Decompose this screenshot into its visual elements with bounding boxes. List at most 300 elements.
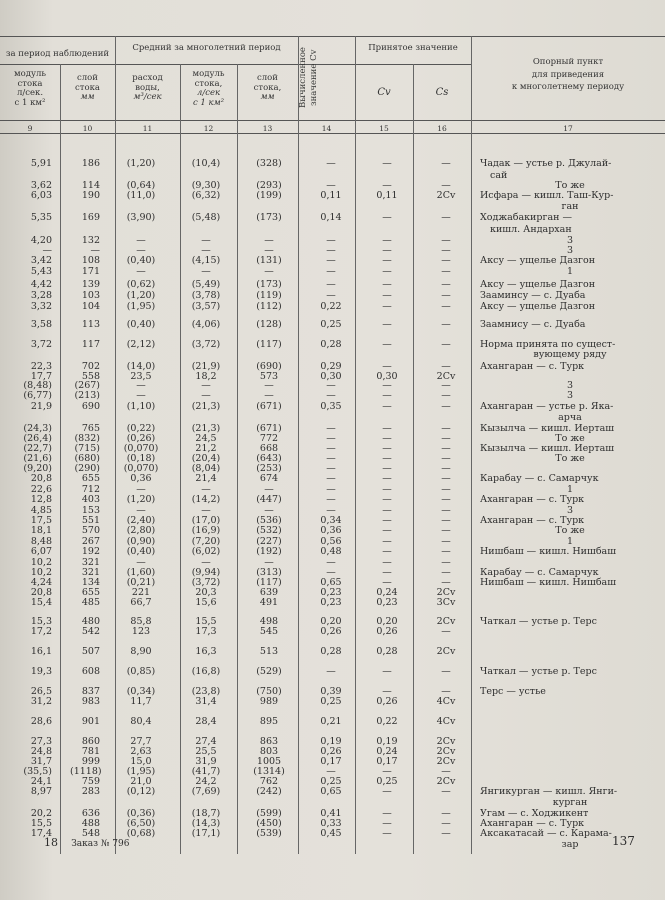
cell-cv-computed: —: [326, 494, 336, 505]
cell-discharge-mean: 8,90: [130, 646, 152, 657]
cell-cv-computed: —: [326, 423, 336, 434]
cell-modulus-mean: 20,3: [195, 587, 217, 598]
cell-cv-computed: 0,21: [320, 716, 342, 727]
cell-reference-point: Нишбаш — кишл. Нишбаш: [480, 577, 617, 588]
cell-modulus-obs: (6,77): [23, 390, 52, 401]
cell-modulus-obs: 5,43: [30, 266, 52, 277]
cell-reference-point: Норма принята по сущест-: [480, 339, 616, 350]
cell-modulus-obs: 31,7: [30, 756, 52, 767]
cell-cv-accepted: —: [382, 235, 392, 246]
cell-cv-accepted: —: [382, 536, 392, 547]
cell-cs-accepted: —: [441, 567, 451, 578]
cell-modulus-obs: (35,5): [23, 766, 52, 777]
cell-depth-obs: 267: [81, 536, 100, 547]
cell-modulus-mean: (21,3): [191, 401, 221, 412]
cell-depth-mean: (450): [256, 818, 282, 829]
cell-reference-point: курган: [552, 797, 588, 808]
cell-reference-point: вующему ряду: [533, 349, 607, 360]
cell-cv-accepted: —: [382, 380, 392, 391]
cell-cs-accepted: —: [441, 473, 451, 484]
cell-cv-computed: 0,35: [320, 401, 342, 412]
table-row: [8, 597, 660, 609]
cell-reference-point: Чаткал — устье р. Терс: [480, 616, 597, 627]
cell-cv-computed: 0,11: [320, 190, 342, 201]
cell-cs-accepted: —: [441, 301, 451, 312]
table-row: [8, 696, 660, 708]
cell-depth-obs: 558: [81, 371, 100, 382]
cell-modulus-obs: (26,4): [23, 433, 52, 444]
cell-modulus-mean: (21,9): [191, 361, 221, 372]
cell-cv-accepted: 0,25: [376, 776, 398, 787]
cell-depth-obs: 186: [81, 158, 100, 169]
cell-depth-obs: 283: [81, 786, 100, 797]
cell-cv-computed: —: [326, 290, 336, 301]
cell-cv-computed: —: [326, 505, 336, 516]
cell-cv-computed: —: [326, 484, 336, 495]
cell-cv-accepted: —: [382, 443, 392, 454]
cell-reference-point: Угам — с. Ходжикент: [480, 808, 589, 819]
header-bottom-rule: [0, 120, 665, 121]
cell-modulus-obs: 3,58: [30, 319, 52, 330]
cell-discharge-mean: 21,0: [130, 776, 152, 787]
cell-cv-accepted: —: [382, 546, 392, 557]
cell-depth-obs: 542: [81, 626, 100, 637]
cell-modulus-mean: 21,4: [195, 473, 217, 484]
cell-modulus-mean: (20,4): [191, 453, 221, 464]
cell-discharge-mean: —: [136, 380, 146, 391]
cell-depth-mean: 545: [259, 626, 279, 637]
cell-modulus-obs: 20,8: [30, 473, 52, 484]
header-longterm-mean: Средний за многолетний период: [132, 43, 281, 53]
cell-modulus-obs: 16,1: [30, 646, 52, 657]
cell-cs-accepted: —: [441, 828, 451, 839]
cell-depth-mean: (599): [256, 808, 282, 819]
cell-depth-obs: 117: [81, 339, 100, 350]
cell-cv-accepted: —: [382, 525, 392, 536]
cell-cs-accepted: 2Cv: [436, 190, 456, 201]
cell-depth-obs: 134: [81, 577, 100, 588]
cell-discharge-mean: (0,070): [123, 443, 159, 454]
cell-reference-point: 3: [566, 505, 574, 516]
cell-discharge-mean: (1,95): [126, 766, 156, 777]
cell-modulus-obs: 8,97: [30, 786, 52, 797]
cell-depth-mean: —: [264, 557, 274, 568]
cell-cs-accepted: —: [441, 536, 451, 547]
cell-reference-point: 1: [566, 484, 574, 495]
cell-depth-mean: (192): [256, 546, 282, 557]
cell-discharge-mean: —: [136, 245, 146, 256]
cell-cv-computed: —: [326, 255, 336, 266]
cell-cv-accepted: —: [382, 818, 392, 829]
cell-cv-accepted: —: [382, 423, 392, 434]
cell-depth-mean: 639: [259, 587, 279, 598]
cell-cs-accepted: 3Cv: [436, 597, 456, 608]
cell-modulus-obs: 22,3: [30, 361, 52, 372]
table-row: [8, 158, 660, 170]
cell-depth-mean: (173): [256, 279, 282, 290]
cell-depth-mean: (131): [256, 255, 282, 266]
cell-modulus-mean: (17,1): [191, 828, 221, 839]
cell-cv-accepted: —: [382, 401, 392, 412]
cell-depth-mean: —: [264, 380, 274, 391]
cell-depth-obs: 507: [81, 646, 100, 657]
cell-cv-computed: 0,25: [320, 319, 342, 330]
cell-cs-accepted: —: [441, 433, 451, 444]
cell-modulus-obs: (24,3): [23, 423, 52, 434]
cell-depth-mean: (539): [256, 828, 282, 839]
cell-depth-mean: —: [264, 390, 274, 401]
cell-cv-computed: 0,23: [320, 587, 342, 598]
cell-depth-obs: 983: [81, 696, 100, 707]
col-number: 17: [563, 124, 573, 133]
cell-discharge-mean: (0,18): [126, 453, 156, 464]
cell-cv-accepted: —: [382, 390, 392, 401]
cell-discharge-mean: (6,50): [126, 818, 156, 829]
cell-discharge-mean: (0,40): [126, 319, 156, 330]
cell-cs-accepted: 2Cv: [436, 646, 456, 657]
cell-depth-obs: (832): [74, 433, 100, 444]
header-computed-cv: Вычисленное значение Cv: [298, 47, 319, 109]
cell-depth-mean: (112): [256, 301, 282, 312]
cell-modulus-obs: 24,8: [30, 746, 52, 757]
cell-cs-accepted: —: [441, 380, 451, 391]
cell-reference-point: 3: [566, 235, 574, 246]
cell-modulus-mean: 15,5: [195, 616, 217, 627]
cell-reference-point: То же: [555, 453, 585, 464]
cell-modulus-mean: 24,2: [195, 776, 217, 787]
cell-modulus-mean: 25,5: [195, 746, 217, 757]
cell-discharge-mean: (0,070): [123, 463, 159, 474]
header-col13: слой стока, мм: [253, 73, 282, 102]
cell-cv-accepted: —: [382, 279, 392, 290]
cell-depth-mean: —: [264, 235, 274, 246]
cell-reference-point: То же: [555, 433, 585, 444]
cell-cs-accepted: 2Cv: [436, 736, 456, 747]
cell-depth-mean: (119): [256, 290, 282, 301]
cell-depth-obs: 712: [81, 484, 100, 495]
cell-depth-obs: 104: [81, 301, 100, 312]
cell-depth-obs: 488: [81, 818, 100, 829]
cell-cv-accepted: —: [382, 319, 392, 330]
cell-cv-accepted: 0,26: [376, 626, 398, 637]
cell-modulus-mean: —: [201, 266, 211, 277]
table-row: [8, 626, 660, 638]
cell-discharge-mean: 85,8: [130, 616, 152, 627]
cell-cv-accepted: 0,17: [376, 756, 398, 767]
cell-cv-computed: —: [326, 766, 336, 777]
cell-cv-computed: 0,39: [320, 686, 342, 697]
cell-depth-mean: —: [264, 484, 274, 495]
cell-modulus-obs: 26,5: [30, 686, 52, 697]
cell-modulus-mean: —: [201, 235, 211, 246]
table-row: [8, 301, 660, 313]
cell-depth-mean: (529): [256, 666, 282, 677]
cell-discharge-mean: 27,7: [130, 736, 152, 747]
cell-cs-accepted: —: [441, 180, 451, 191]
cell-cs-accepted: —: [441, 443, 451, 454]
cell-cv-accepted: —: [382, 339, 392, 350]
cell-depth-mean: (1314): [253, 766, 285, 777]
cell-depth-obs: 702: [81, 361, 100, 372]
header-observation-period: за период наблюдений: [5, 49, 110, 59]
cell-depth-obs: 901: [81, 716, 100, 727]
cell-discharge-mean: —: [136, 266, 146, 277]
cell-depth-obs: 132: [81, 235, 100, 246]
cell-modulus-mean: 28,4: [195, 716, 217, 727]
cell-reference-point: Терс — устье: [480, 686, 546, 697]
cell-reference-point: Ахангаран — с. Турк: [480, 361, 585, 372]
cell-cv-computed: 0,22: [320, 301, 342, 312]
cell-cv-accepted: —: [382, 494, 392, 505]
header-accepted-value: Принятое значение: [368, 43, 458, 53]
cell-depth-obs: 113: [81, 319, 100, 330]
cell-depth-mean: (173): [256, 212, 282, 223]
cell-cv-computed: —: [326, 245, 336, 256]
cell-depth-mean: 513: [259, 646, 279, 657]
cell-cv-accepted: 0,22: [376, 716, 398, 727]
cell-discharge-mean: (1,20): [126, 494, 156, 505]
cell-modulus-obs: 12,8: [30, 494, 52, 505]
cell-depth-obs: 570: [81, 525, 100, 536]
cell-cs-accepted: —: [441, 557, 451, 568]
cell-depth-mean: (128): [256, 319, 282, 330]
cell-depth-obs: (267): [74, 380, 100, 391]
cell-depth-obs: 781: [81, 746, 100, 757]
cell-cs-accepted: —: [441, 290, 451, 301]
cell-modulus-mean: (41,7): [191, 766, 221, 777]
cell-modulus-mean: (17,0): [191, 515, 221, 526]
cell-cs-accepted: —: [441, 463, 451, 474]
cell-discharge-mean: (0,62): [126, 279, 156, 290]
cell-modulus-mean: (7,69): [191, 786, 221, 797]
cell-reference-point: Кызылча — кишл. Иерташ: [480, 443, 615, 454]
cell-modulus-mean: —: [201, 245, 211, 256]
cell-modulus-mean: 16,3: [195, 646, 217, 657]
cell-depth-obs: 139: [81, 279, 100, 290]
cell-modulus-obs: 28,6: [30, 716, 52, 727]
cell-depth-mean: (532): [256, 525, 282, 536]
cell-cv-accepted: —: [382, 266, 392, 277]
cell-cv-accepted: —: [382, 463, 392, 474]
cell-cv-accepted: —: [382, 686, 392, 697]
cell-cs-accepted: —: [441, 279, 451, 290]
cell-modulus-obs: 19,3: [30, 666, 52, 677]
cell-cs-accepted: —: [441, 339, 451, 350]
cell-modulus-obs: (21,6): [23, 453, 52, 464]
cell-modulus-mean: (3,72): [191, 577, 221, 588]
cell-discharge-mean: 11,7: [130, 696, 152, 707]
cell-cv-computed: 0,23: [320, 597, 342, 608]
cell-depth-mean: 498: [259, 616, 279, 627]
cell-cv-accepted: —: [382, 473, 392, 484]
cell-cs-accepted: —: [441, 525, 451, 536]
cell-discharge-mean: (2,12): [126, 339, 156, 350]
cell-cs-accepted: —: [441, 808, 451, 819]
cell-depth-obs: (290): [74, 463, 100, 474]
table-row: [8, 212, 660, 224]
cell-cs-accepted: —: [441, 484, 451, 495]
cell-modulus-mean: (9,94): [191, 567, 221, 578]
cell-cv-computed: —: [326, 158, 336, 169]
cell-modulus-obs: 17,7: [30, 371, 52, 382]
cell-discharge-mean: 23,5: [130, 371, 152, 382]
cell-depth-mean: (536): [256, 515, 282, 526]
cell-reference-point: Исфара — кишл. Таш-Кур-: [480, 190, 614, 201]
cell-cv-computed: —: [326, 463, 336, 474]
cell-depth-mean: (253): [256, 463, 282, 474]
cell-cv-computed: 0,36: [320, 525, 342, 536]
cell-cv-computed: 0,25: [320, 776, 342, 787]
cell-depth-mean: 863: [259, 736, 279, 747]
cell-cv-accepted: —: [382, 786, 392, 797]
cell-modulus-mean: (5,48): [191, 212, 221, 223]
cell-cv-accepted: —: [382, 180, 392, 191]
cell-cv-computed: 0,65: [320, 577, 342, 588]
cell-modulus-mean: 21,2: [195, 443, 217, 454]
cell-depth-obs: (680): [74, 453, 100, 464]
cell-discharge-mean: (0,36): [126, 808, 156, 819]
cell-discharge-mean: —: [136, 505, 146, 516]
cell-modulus-obs: 15,4: [30, 597, 52, 608]
cell-modulus-mean: (3,72): [191, 339, 221, 350]
cell-discharge-mean: (0,40): [126, 255, 156, 266]
cell-cv-accepted: —: [382, 808, 392, 819]
header-col10: слой стока мм: [75, 73, 100, 102]
cell-modulus-mean: —: [201, 380, 211, 391]
cell-cv-accepted: 0,11: [376, 190, 398, 201]
cell-depth-obs: 190: [81, 190, 100, 201]
cell-cv-accepted: —: [382, 453, 392, 464]
cell-cv-computed: —: [326, 473, 336, 484]
cell-cv-accepted: —: [382, 557, 392, 568]
cell-modulus-mean: (6,02): [191, 546, 221, 557]
cell-cv-accepted: 0,24: [376, 746, 398, 757]
cell-cv-computed: —: [326, 666, 336, 677]
cell-modulus-obs: 21,9: [30, 401, 52, 412]
cell-modulus-mean: (8,04): [191, 463, 221, 474]
cell-modulus-mean: (9,30): [191, 180, 221, 191]
cell-reference-point: Аксакатасай — с. Карама-: [480, 828, 612, 839]
cell-reference-point: Чадак — устье р. Джулай-: [480, 158, 612, 169]
cell-depth-mean: (293): [256, 180, 282, 191]
cell-cs-accepted: 2Cv: [436, 587, 456, 598]
cell-cs-accepted: 2Cv: [436, 746, 456, 757]
cell-depth-obs: 837: [81, 686, 100, 697]
cell-reference-point: Ходжабакирган —: [480, 212, 572, 223]
cell-modulus-obs: 15,5: [30, 818, 52, 829]
cell-cs-accepted: —: [441, 577, 451, 588]
cell-reference-point: 3: [566, 380, 574, 391]
cell-depth-mean: 762: [259, 776, 279, 787]
col-number: 14: [321, 124, 332, 133]
cell-reference-point: Ахангаран — с. Турк: [480, 494, 585, 505]
cell-modulus-mean: (16,9): [191, 525, 221, 536]
cell-modulus-obs: 20,8: [30, 587, 52, 598]
cell-depth-mean: (328): [256, 158, 282, 169]
cell-cv-computed: —: [326, 433, 336, 444]
cell-modulus-mean: 15,6: [195, 597, 217, 608]
cell-depth-mean: (313): [256, 567, 282, 578]
cell-cv-computed: —: [326, 443, 336, 454]
cell-cs-accepted: —: [441, 158, 451, 169]
cell-cv-computed: 0,56: [320, 536, 342, 547]
cell-modulus-mean: (14,3): [191, 818, 221, 829]
cell-cv-accepted: —: [382, 301, 392, 312]
cell-reference-point: Аксу — ущелье Дазгон: [480, 255, 596, 266]
cell-cv-accepted: —: [382, 766, 392, 777]
cell-cv-accepted: —: [382, 290, 392, 301]
cell-cs-accepted: —: [441, 401, 451, 412]
cell-cs-accepted: —: [441, 818, 451, 829]
cell-depth-obs: 321: [81, 567, 100, 578]
cell-depth-obs: 860: [81, 736, 100, 747]
cell-reference-point: 1: [566, 266, 574, 277]
cell-depth-mean: (447): [256, 494, 282, 505]
cell-cs-accepted: —: [441, 686, 451, 697]
cell-cv-computed: 0,26: [320, 746, 342, 757]
cell-depth-mean: 895: [259, 716, 279, 727]
cell-discharge-mean: (1,20): [126, 158, 156, 169]
table-row: [8, 646, 660, 658]
cell-modulus-mean: —: [201, 390, 211, 401]
cell-modulus-mean: (6,32): [191, 190, 221, 201]
cell-modulus-mean: (23,8): [191, 686, 221, 697]
cell-depth-mean: 491: [259, 597, 279, 608]
cell-cv-computed: —: [326, 180, 336, 191]
cell-modulus-obs: 4,85: [30, 505, 52, 516]
table-body: [8, 144, 660, 850]
cell-depth-obs: 114: [81, 180, 100, 191]
cell-cv-computed: 0,41: [320, 808, 342, 819]
cell-modulus-mean: 17,3: [195, 626, 217, 637]
cell-reference-point: Карабау — с. Самарчук: [480, 567, 599, 578]
cell-cs-accepted: —: [441, 626, 451, 637]
cell-discharge-mean: —: [136, 557, 146, 568]
col-number: 16: [437, 124, 447, 133]
cell-cv-accepted: 0,19: [376, 736, 398, 747]
cell-cv-accepted: —: [382, 828, 392, 839]
cell-cs-accepted: —: [441, 766, 451, 777]
signature-mark: 18 Заказ № 796: [44, 836, 130, 849]
cell-reference-point: Кызылча — кишл. Иерташ: [480, 423, 615, 434]
cell-cv-computed: 0,17: [320, 756, 342, 767]
cell-cv-computed: —: [326, 390, 336, 401]
cell-cs-accepted: —: [441, 546, 451, 557]
cell-depth-mean: (117): [256, 339, 282, 350]
cell-cs-accepted: 2Cv: [436, 616, 456, 627]
cell-cv-accepted: —: [382, 515, 392, 526]
cell-depth-obs: 321: [81, 557, 100, 568]
cell-cv-accepted: 0,28: [376, 646, 398, 657]
cell-discharge-mean: (0,85): [126, 666, 156, 677]
cell-depth-mean: (690): [256, 361, 282, 372]
cell-discharge-mean: 123: [131, 626, 151, 637]
cell-discharge-mean: 0,36: [130, 473, 152, 484]
cell-depth-mean: (227): [256, 536, 282, 547]
cell-cv-computed: 0,33: [320, 818, 342, 829]
cell-cv-computed: 0,20: [320, 616, 342, 627]
cell-cv-accepted: —: [382, 577, 392, 588]
cell-depth-mean: (671): [256, 423, 282, 434]
cell-cv-computed: 0,14: [320, 212, 342, 223]
cell-discharge-mean: (1,10): [126, 401, 156, 412]
cell-reference-point: Аксу — ущелье Дазгон: [480, 279, 596, 290]
cell-depth-mean: 668: [259, 443, 279, 454]
cell-reference-point: ган: [561, 201, 579, 212]
cell-discharge-mean: 2,63: [130, 746, 152, 757]
cell-modulus-mean: (21,3): [191, 423, 221, 434]
cell-reference-point: зар: [561, 839, 579, 850]
